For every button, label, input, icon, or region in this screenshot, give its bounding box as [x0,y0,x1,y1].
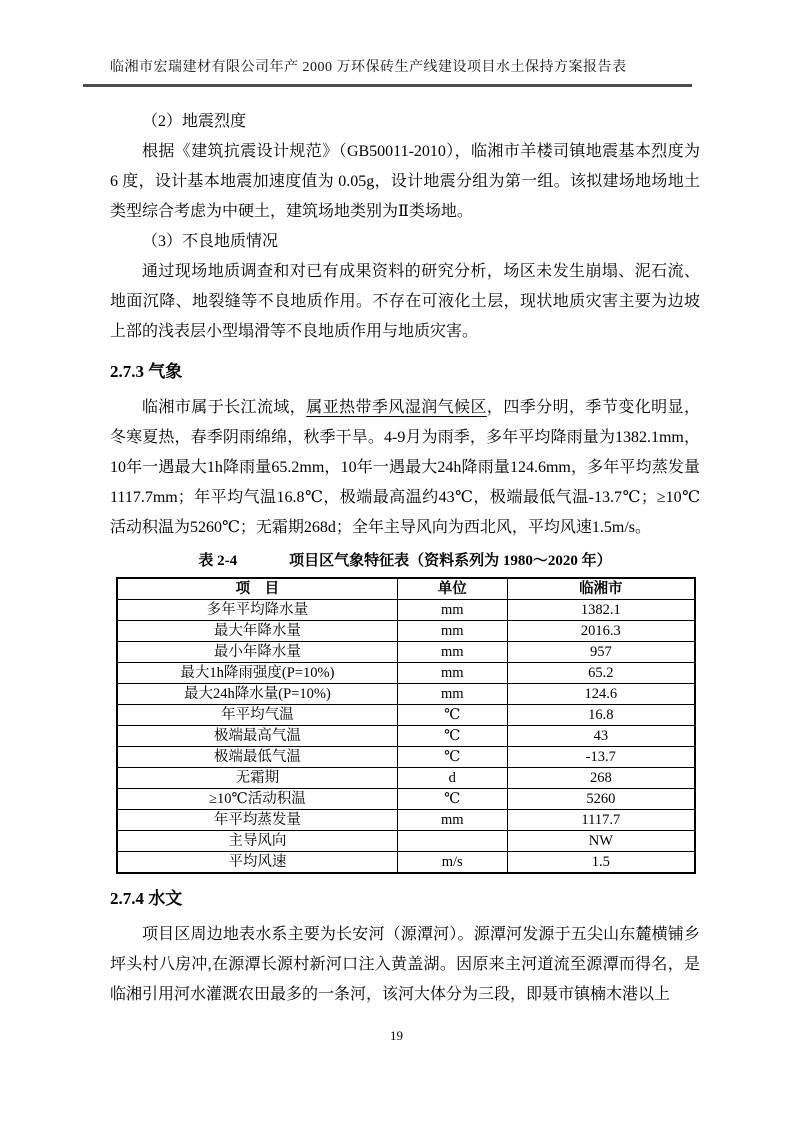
table-row [117,684,695,705]
table-cell: 最小年降水量 [117,642,397,663]
table-row [117,663,695,684]
table-cell: ℃ [397,747,507,768]
table-cell: 268 [507,768,695,789]
table-cell: mm [397,621,507,642]
table-cell: 最大年降水量 [117,621,397,642]
paragraph-text: ，四季分明，季节变化明显，冬寒夏热，春季阴雨绵绵，秋季干旱。4-9月为雨季，多年平均降雨量为1382.1mm，10年一遇最大1h降雨量65.2mm，10年一遇最大24h降雨量124.6mm，多年平均蒸发量1117.7mm；年平均气温16.8℃，极端最高温约43℃，极端最低气温-13.7℃；≥10℃活动积温为5260℃；无霜期268d；全年主导风向为西北风，平均风速1.5m/s。 [110,399,700,536]
hydrology-paragraph: 项目区周边地表水系主要为长安河（源潭河）。源潭河发源于五尖山东麓横铺乡坪头村八房冲,在源潭长源村新河口注入黄盖湖。因原来主河道流至源潭而得名，是临湘引用河水灌溉农田最多的一条河，该河大体分为三段，即聂市镇楠木港以上 [110,926,700,1003]
table-cell: m/s [397,852,507,874]
table-cell: 1.5 [507,852,695,874]
table-cell: 2016.3 [507,621,695,642]
table-caption-label: 表 2-4 [198,553,238,569]
table-row [117,852,695,874]
page-header-title: 临湘市宏瑞建材有限公司年产 2000 万环保砖生产线建设项目水土保持方案报告表 [110,60,627,75]
section-heading-hydrology: 2.7.4 水文 [110,889,183,908]
table-cell: 多年平均降水量 [117,600,397,621]
table-cell: 43 [507,726,695,747]
meteorology-paragraph [110,393,700,543]
table-header-cell: 单位 [397,578,507,600]
table-cell: 957 [507,642,695,663]
table-cell: 无霜期 [117,768,397,789]
table-row [117,726,695,747]
geology-item3-paragraph: 通过现场地质调查和对已有成果资料的研究分析，场区未发生崩塌、泥石流、地面沉降、地裂缝等不良地质作用。不存在可液化土层，现状地质灾害主要为边坡上部的浅表层小型塌滑等不良地质作用与地质灾害。 [110,263,700,340]
table-row [117,810,695,831]
table-cell [397,831,507,852]
page-number: 19 [390,1028,403,1043]
table-header-cell: 临湘市 [507,578,695,600]
table-cell: NW [507,831,695,852]
table-cell: 1382.1 [507,600,695,621]
table-row [117,747,695,768]
table-cell: mm [397,600,507,621]
table-cell: 1117.7 [507,810,695,831]
table-cell: 极端最低气温 [117,747,397,768]
table-cell: ℃ [397,726,507,747]
paragraph-text: 临湘市属于长江流域， [142,399,307,416]
geology-item2-heading: （2）地震烈度 [142,113,247,130]
document-body [110,107,700,1010]
table-caption-title: 项目区气象特征表（资料系列为 1980～2020 年） [289,553,612,569]
table-cell: mm [397,684,507,705]
table-row [117,768,695,789]
table-cell: 65.2 [507,663,695,684]
table-cell: ℃ [397,789,507,810]
table-cell: mm [397,642,507,663]
table-cell: 极端最高气温 [117,726,397,747]
meteorology-table [116,577,696,874]
table-cell: 主导风向 [117,831,397,852]
underlined-climate-phrase: 属亚热带季风湿润气候区 [306,399,487,416]
table-cell: 年平均气温 [117,705,397,726]
table-cell: -13.7 [507,747,695,768]
table-header-cell: 项 目 [117,578,397,600]
geology-item3-heading: （3）不良地质情况 [142,233,279,250]
table-row [117,705,695,726]
table-row [117,621,695,642]
table-cell: 最大24h降水量(P=10%) [117,684,397,705]
table-cell: 年平均蒸发量 [117,810,397,831]
table-cell: d [397,768,507,789]
table-cell: mm [397,810,507,831]
page-header [110,58,700,87]
table-cell: 5260 [507,789,695,810]
table-header-row [117,578,695,600]
table-cell: ℃ [397,705,507,726]
table-cell: ≥10℃活动积温 [117,789,397,810]
table-row [117,789,695,810]
geology-item2-paragraph: 根据《建筑抗震设计规范》（GB50011-2010），临湘市羊楼司镇地震基本烈度为 6 度，设计基本地震加速度值为 0.05g，设计地震分组为第一组。该拟建场地场地土类型综合考虑为中硬土，建筑场地类别为Ⅱ类场地。 [110,143,700,220]
table-row [117,600,695,621]
table-cell: 最大1h降雨强度(P=10%) [117,663,397,684]
header-rule [83,84,692,87]
section-heading-meteorology: 2.7.3 气象 [110,362,183,381]
table-row [117,642,695,663]
table-caption [110,549,700,573]
table-row [117,831,695,852]
table-cell: 平均风速 [117,852,397,874]
table-cell: 124.6 [507,684,695,705]
table-cell: 16.8 [507,705,695,726]
table-cell: mm [397,663,507,684]
